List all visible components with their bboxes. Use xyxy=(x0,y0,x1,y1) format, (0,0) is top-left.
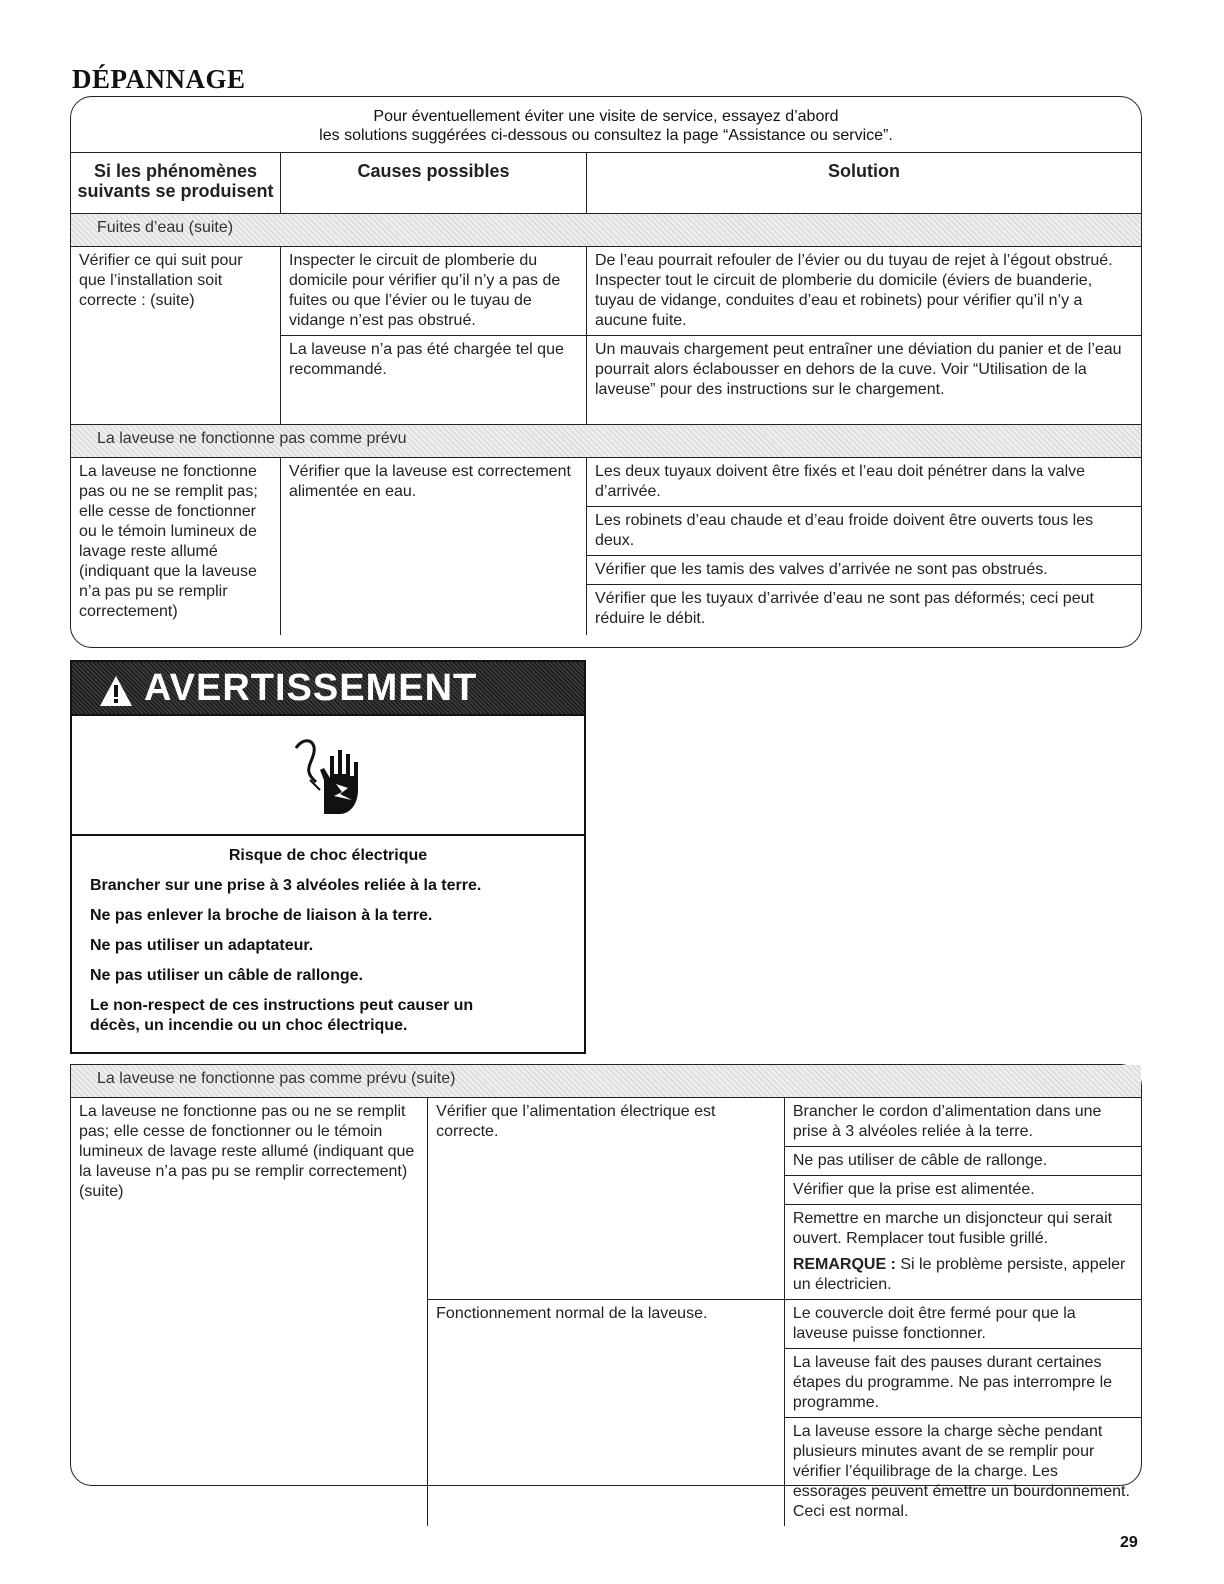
warning-box xyxy=(70,660,586,1054)
top-table xyxy=(71,152,1141,635)
symptom-cell: La laveuse ne fonctionne pas ou ne se remplit pas; elle cesse de fonctionner ou le témoin lumineux de lavage reste allumé (indiquant que la laveuse n’a pas pu se remplir correctement) xyxy=(79,463,258,620)
table-row xyxy=(71,1098,1141,1147)
warning-line: Ne pas utiliser un adaptateur. xyxy=(90,937,314,954)
cause-cell: Inspecter le circuit de plomberie du domicile pour vérifier qu’il n’y a pas de fuites ou que l’évier ou le tuyau de vidange n’est pas obstrué. xyxy=(281,247,587,336)
solution-cell: Vérifier que les tamis des valves d’arrivée ne sont pas obstrués. xyxy=(587,556,1142,585)
solution-cell: Un mauvais chargement peut entraîner une déviation du panier et de l’eau pourrait alors éclabousser en dehors de la cuve. Voir “Utilisation de la laveuse” pour des instructions sur le chargement. xyxy=(587,336,1142,425)
solution-cell: Vérifier que la prise est alimentée. xyxy=(784,1176,1141,1205)
troubleshooting-table-top xyxy=(70,96,1142,648)
warning-header xyxy=(72,662,584,714)
note xyxy=(793,1255,1133,1295)
solution-cell: Vérifier que les tuyaux d’arrivée d’eau ne sont pas déformés; ceci peut réduire le débit. xyxy=(587,585,1142,636)
electric-shock-hand-icon xyxy=(290,734,370,823)
warning-title: AVERTISSEMENT xyxy=(144,667,478,709)
symptom-cell: La laveuse ne fonctionne pas ou ne se remplit pas; elle cesse de fonctionner ou le témoin lumineux de lavage reste allumé (indiquant que la laveuse n’a pas pu se remplir correctement) (suite) xyxy=(79,1103,415,1200)
solution-cell: Ne pas utiliser de câble de rallonge. xyxy=(784,1147,1141,1176)
section-title: La laveuse ne fonctionne pas comme prévu xyxy=(71,425,1141,458)
page-number: 29 xyxy=(1120,1534,1138,1551)
header-solution: Solution xyxy=(587,153,1142,214)
section-header xyxy=(71,1065,1141,1098)
troubleshooting-table-bottom xyxy=(70,1064,1142,1520)
warning-line: Ne pas utiliser un câble de rallonge. xyxy=(90,967,363,984)
section-header xyxy=(71,214,1141,247)
solution-cell: La laveuse essore la charge sèche pendant plusieurs minutes avant de se remplir pour vérifier l’équilibrage de la charge. Les essorages peuvent émettre un bourdonnement. Ceci est normal. xyxy=(784,1418,1141,1527)
warning-risk: Risque de choc électrique xyxy=(228,847,428,864)
cause-cell: Vérifier que l’alimentation électrique est correcte. xyxy=(428,1098,785,1300)
solution-cell: Le couvercle doit être fermé pour que la laveuse puisse fonctionner. xyxy=(784,1300,1141,1349)
warning-line: Ne pas enlever la broche de liaison à la terre. xyxy=(90,907,433,924)
warning-icon-area xyxy=(72,714,584,836)
header-causes: Causes possibles xyxy=(281,153,587,214)
note-text: Si le problème persiste, appeler un électricien. xyxy=(792,1256,1126,1293)
solution-cell: De l’eau pourrait refouler de l’évier ou du tuyau de rejet à l’égout obstrué. Inspecter tout le circuit de plomberie du domicile (éviers de buanderie, tuyau de vidange, conduites d’eau et robinets) pour vérifier qu’il n’y a aucune fuite. xyxy=(587,247,1142,336)
section-title: La laveuse ne fonctionne pas comme prévu (suite) xyxy=(71,1065,1141,1098)
warning-body xyxy=(72,836,584,1046)
warning-consequence: Le non-respect de ces instructions peut causer un décès, un incendie ou un choc électrique. xyxy=(90,997,474,1034)
header-symptoms: Si les phénomènes suivants se produisent xyxy=(71,153,281,214)
cause-cell: Fonctionnement normal de la laveuse. xyxy=(428,1300,785,1527)
table-row xyxy=(71,247,1141,336)
solution-cell: La laveuse fait des pauses durant certaines étapes du programme. Ne pas interrompre le programme. xyxy=(784,1349,1141,1418)
intro-text: Pour éventuellement éviter une visite de service, essayez d’abord les solutions suggérées ci-dessous ou consultez la page “Assistance ou service”. xyxy=(319,108,893,144)
table-header-row xyxy=(71,153,1141,214)
solution-cell: Brancher le cordon d’alimentation dans une prise à 3 alvéoles reliée à la terre. xyxy=(784,1098,1141,1147)
solution-cell: Les deux tuyaux doivent être fixés et l’eau doit pénétrer dans la valve d’arrivée. xyxy=(587,458,1142,507)
bottom-table xyxy=(71,1065,1141,1526)
cause-cell: La laveuse n’a pas été chargée tel que recommandé. xyxy=(281,336,587,425)
section-title: Fuites d’eau (suite) xyxy=(71,214,1141,247)
table-row xyxy=(71,458,1141,507)
solution-cell: Les robinets d’eau chaude et d’eau froide doivent être ouverts tous les deux. xyxy=(587,507,1142,556)
note-label: REMARQUE : xyxy=(792,1256,896,1273)
section-header xyxy=(71,425,1141,458)
page-title: DÉPANNAGE xyxy=(72,64,246,94)
solution-cell: Remettre en marche un disjoncteur qui serait ouvert. Remplacer tout fusible grillé. REMARQUE : Si le problème persiste, appeler un électricien. xyxy=(784,1205,1141,1300)
symptom-cell: Vérifier ce qui suit pour que l’installation soit correcte : (suite) xyxy=(79,252,243,309)
cause-cell: Vérifier que la laveuse est correctement alimentée en eau. xyxy=(281,458,587,636)
warning-line: Brancher sur une prise à 3 alvéoles reliée à la terre. xyxy=(90,877,482,894)
